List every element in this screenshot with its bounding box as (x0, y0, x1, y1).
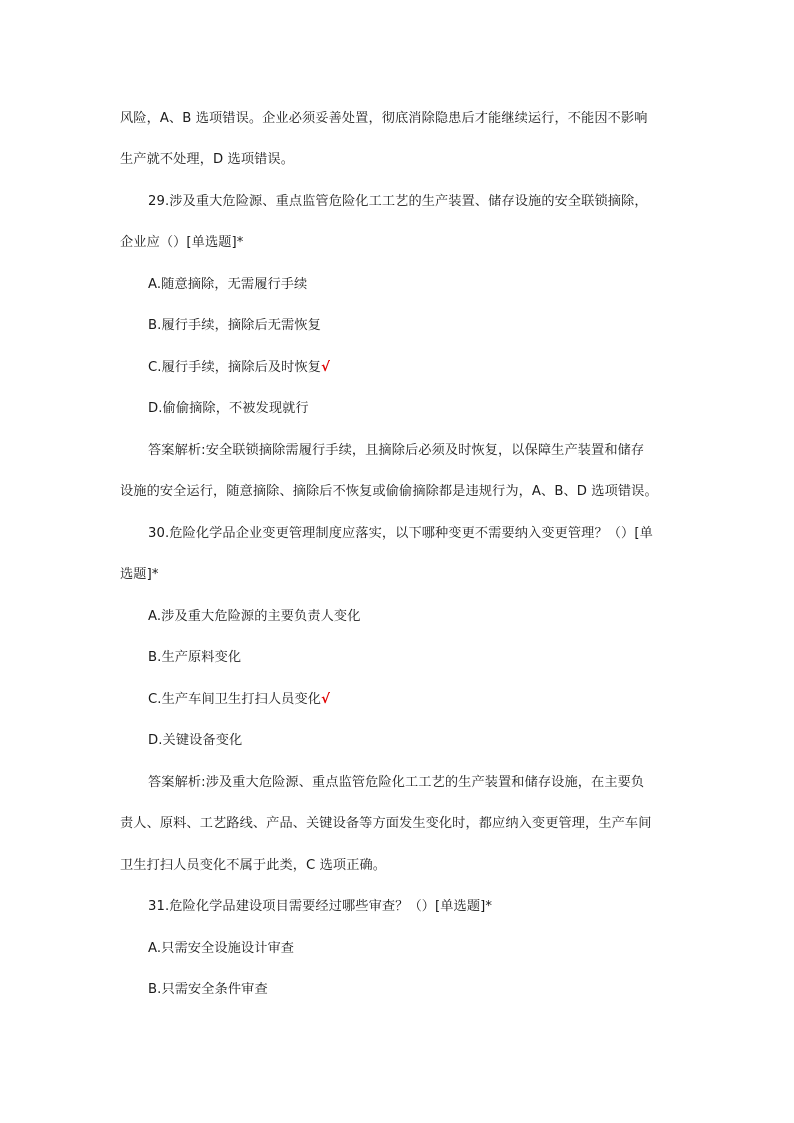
q30-question-line-1: 30.危险化学品企业变更管理制度应落实，以下哪种变更不需要纳入变更管理？（）[单 (148, 526, 653, 541)
q29-option-c-text: C.履行手续，摘除后及时恢复 (148, 360, 322, 375)
q30-explanation-line-2: 责人、原料、工艺路线、产品、关键设备等方面发生变化时，都应纳入变更管理，生产车间 (120, 816, 652, 831)
q31-option-b: B.只需安全条件审查 (148, 982, 268, 997)
q30-option-d: D.关键设备变化 (148, 733, 243, 748)
q29-question-line-2: 企业应（）[单选题]* (120, 235, 244, 250)
q30-correct-check-icon: √ (321, 692, 330, 707)
q30-option-a: A.涉及重大危险源的主要负责人变化 (148, 609, 361, 624)
q29-explanation-line-2: 设施的安全运行，随意摘除、摘除后不恢复或偷偷摘除都是违规行为，A、B、D 选项错误。 (120, 484, 658, 499)
q30-explanation-line-3: 卫生打扫人员变化不属于此类，C 选项正确。 (120, 858, 387, 873)
q29-option-c (148, 358, 680, 378)
q31-question-line-1: 31.危险化学品建设项目需要经过哪些审查？（）[单选题]* (148, 899, 493, 914)
q30-option-c (148, 690, 680, 710)
intro-line-1: 风险，A、B 选项错误。企业必须妥善处置，彻底消除隐患后才能继续运行，不能因不影响 (120, 111, 648, 126)
q29-option-b: B.履行手续，摘除后无需恢复 (148, 318, 321, 333)
q29-option-d: D.偷偷摘除，不被发现就行 (148, 401, 309, 416)
q29-question-line-1: 29.涉及重大危险源、重点监管危险化工工艺的生产装置、储存设施的安全联锁摘除， (148, 194, 648, 209)
q31-option-a: A.只需安全设施设计审查 (148, 941, 295, 956)
q30-option-c-text: C.生产车间卫生打扫人员变化 (148, 692, 322, 707)
q30-question-line-2: 选题]* (120, 567, 159, 582)
q30-explanation-line-1: 答案解析:涉及重大危险源、重点监管危险化工工艺的生产装置和储存设施，在主要负 (148, 775, 645, 790)
q30-option-b: B.生产原料变化 (148, 650, 242, 665)
q29-option-a: A.随意摘除，无需履行手续 (148, 277, 308, 292)
q29-correct-check-icon: √ (321, 360, 330, 375)
q29-explanation-line-1: 答案解析:安全联锁摘除需履行手续，且摘除后必须及时恢复，以保障生产装置和储存 (148, 443, 645, 458)
intro-line-2: 生产就不处理，D 选项错误。 (120, 152, 294, 167)
